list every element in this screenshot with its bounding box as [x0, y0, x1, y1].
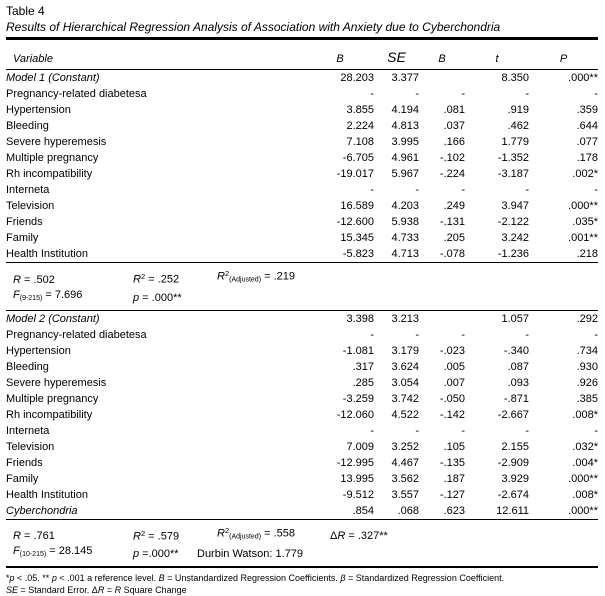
row-label: Friends: [6, 455, 306, 471]
cell-beta: -.127: [419, 487, 465, 503]
table-row: [6, 455, 598, 471]
cell-b: -12.600: [306, 214, 374, 230]
cell-b: -: [306, 423, 374, 439]
cell-se: 4.713: [374, 246, 419, 263]
summary-stat: ΔR = .327**: [330, 529, 388, 544]
cell-p: -: [529, 423, 598, 439]
row-label: Pregnancy-related diabetesa: [6, 327, 306, 343]
header-row: [6, 41, 598, 70]
cell-t: -1.236: [465, 246, 529, 263]
cell-p: .000**: [529, 471, 598, 487]
model2-summary-row: [6, 519, 598, 567]
cell-t: -.871: [465, 391, 529, 407]
row-label: Friends: [6, 214, 306, 230]
footnote: [6, 573, 598, 596]
cell-se: 3.562: [374, 471, 419, 487]
cell-beta: -.135: [419, 455, 465, 471]
summary-stat: Durbin Watson: 1.779: [197, 547, 303, 562]
model1-rows: [6, 70, 598, 263]
cell-beta: -.023: [419, 343, 465, 359]
cell-b: -12.995: [306, 455, 374, 471]
cell-beta: -.224: [419, 166, 465, 182]
col-header-p: P: [529, 41, 598, 70]
cell-t: 2.155: [465, 439, 529, 455]
cell-se: -: [374, 182, 419, 198]
cell-se: -: [374, 423, 419, 439]
model1-summary-row: [6, 263, 598, 311]
cell-p: .032*: [529, 439, 598, 455]
cell-b: -: [306, 86, 374, 102]
row-label: Rh incompatibility: [6, 407, 306, 423]
cell-beta: .105: [419, 439, 465, 455]
row-label: Cyberchondria: [6, 503, 306, 520]
footnote-line1: *p < .05. ** p < .001 a reference level. B = Unstandardized Regression Coefficients. β = Standardized Regression Coefficient.: [6, 573, 598, 585]
cell-beta: [419, 70, 465, 87]
cell-t: 1.057: [465, 310, 529, 327]
row-label: Bleeding: [6, 359, 306, 375]
cell-se: -: [374, 327, 419, 343]
table-row: [6, 375, 598, 391]
cell-p: .000**: [529, 70, 598, 87]
model2-summary-line1: [6, 523, 598, 545]
cell-se: 4.961: [374, 150, 419, 166]
cell-beta: .037: [419, 118, 465, 134]
row-label: Model 1 (Constant): [6, 70, 306, 87]
table-header: [6, 41, 598, 70]
table-row: [6, 423, 598, 439]
cell-se: 5.938: [374, 214, 419, 230]
row-label: Health Institution: [6, 246, 306, 263]
cell-p: .178: [529, 150, 598, 166]
cell-beta: .187: [419, 471, 465, 487]
model2-rows: [6, 310, 598, 519]
cell-p: .734: [529, 343, 598, 359]
table-row: [6, 439, 598, 455]
summary-stat: R = .761: [13, 529, 133, 544]
cell-se: 3.252: [374, 439, 419, 455]
cell-p: .008*: [529, 487, 598, 503]
cell-beta: .081: [419, 102, 465, 118]
row-label: Family: [6, 230, 306, 246]
cell-b: -9.512: [306, 487, 374, 503]
col-header-se: SE: [374, 41, 419, 70]
table-row: [6, 487, 598, 503]
col-header-t: t: [465, 41, 529, 70]
table-row: [6, 150, 598, 166]
cell-beta: -.142: [419, 407, 465, 423]
cell-beta: .007: [419, 375, 465, 391]
cell-se: 4.522: [374, 407, 419, 423]
model1-summary: [6, 263, 598, 311]
cell-p: .000**: [529, 503, 598, 520]
cell-beta: [419, 310, 465, 327]
cell-se: 3.179: [374, 343, 419, 359]
cell-se: 5.967: [374, 166, 419, 182]
table-row: [6, 327, 598, 343]
cell-p: .077: [529, 134, 598, 150]
cell-p: .926: [529, 375, 598, 391]
cell-p: .008*: [529, 407, 598, 423]
cell-se: -: [374, 86, 419, 102]
table-row: [6, 503, 598, 520]
cell-p: .644: [529, 118, 598, 134]
cell-b: -1.081: [306, 343, 374, 359]
regression-table: [6, 41, 598, 568]
cell-b: 7.009: [306, 439, 374, 455]
cell-se: .068: [374, 503, 419, 520]
table-row: [6, 391, 598, 407]
cell-p: .035*: [529, 214, 598, 230]
cell-b: -5.823: [306, 246, 374, 263]
col-header-b: B: [306, 41, 374, 70]
cell-t: 3.947: [465, 198, 529, 214]
summary-stat: p =.000**: [133, 547, 197, 562]
cell-beta: -.078: [419, 246, 465, 263]
row-label: Severe hyperemesis: [6, 375, 306, 391]
cell-p: .001**: [529, 230, 598, 246]
cell-t: .919: [465, 102, 529, 118]
cell-se: 3.377: [374, 70, 419, 87]
cell-t: 8.350: [465, 70, 529, 87]
cell-t: -2.909: [465, 455, 529, 471]
cell-beta: -: [419, 86, 465, 102]
cell-beta: -: [419, 423, 465, 439]
cell-b: .854: [306, 503, 374, 520]
cell-t: 3.929: [465, 471, 529, 487]
row-label: Television: [6, 439, 306, 455]
cell-b: 13.995: [306, 471, 374, 487]
cell-se: 3.624: [374, 359, 419, 375]
cell-b: .317: [306, 359, 374, 375]
table-row: [6, 182, 598, 198]
cell-p: .385: [529, 391, 598, 407]
cell-se: 3.742: [374, 391, 419, 407]
summary-stat: R = .502: [13, 273, 133, 288]
summary-stat: $R^2 = .579$: [133, 526, 217, 545]
cell-b: 16.589: [306, 198, 374, 214]
table-row: [6, 310, 598, 327]
table-row: [6, 102, 598, 118]
summary-stat: $F_{(9-215)} = 7.696$: [13, 288, 133, 306]
row-label: Hypertension: [6, 343, 306, 359]
cell-beta: -.131: [419, 214, 465, 230]
table-row: [6, 359, 598, 375]
cell-b: -3.259: [306, 391, 374, 407]
table-row: [6, 198, 598, 214]
cell-b: -12.060: [306, 407, 374, 423]
cell-beta: .249: [419, 198, 465, 214]
cell-t: .093: [465, 375, 529, 391]
cell-b: 15.345: [306, 230, 374, 246]
cell-b: -19.017: [306, 166, 374, 182]
cell-se: 3.995: [374, 134, 419, 150]
row-label: Hypertension: [6, 102, 306, 118]
cell-t: 12.611: [465, 503, 529, 520]
summary-stat: p = .000**: [133, 291, 217, 306]
table-row: [6, 118, 598, 134]
summary-stat: $F_{(10-215)} = 28.145$: [13, 544, 133, 562]
title-rule: [6, 37, 598, 40]
summary-stat: $R^2_{(Adjusted)} = .219$: [217, 266, 330, 288]
table-row: [6, 70, 598, 87]
cell-p: .002*: [529, 166, 598, 182]
cell-b: -6.705: [306, 150, 374, 166]
cell-p: .218: [529, 246, 598, 263]
table-row: [6, 86, 598, 102]
row-label: Multiple pregnancy: [6, 391, 306, 407]
model2-summary-cell: [6, 519, 598, 567]
table-row: [6, 166, 598, 182]
table-caption-label: Table 4: [6, 4, 598, 19]
table-row: [6, 246, 598, 263]
cell-t: 3.242: [465, 230, 529, 246]
table-row: [6, 134, 598, 150]
cell-p: .004*: [529, 455, 598, 471]
cell-se: 3.557: [374, 487, 419, 503]
row-label: Multiple pregnancy: [6, 150, 306, 166]
cell-t: -2.674: [465, 487, 529, 503]
cell-t: -1.352: [465, 150, 529, 166]
cell-p: -: [529, 182, 598, 198]
cell-t: -: [465, 182, 529, 198]
cell-p: .292: [529, 310, 598, 327]
cell-beta: -.050: [419, 391, 465, 407]
cell-beta: .623: [419, 503, 465, 520]
row-label: Health Institution: [6, 487, 306, 503]
cell-beta: -: [419, 327, 465, 343]
row-label: Severe hyperemesis: [6, 134, 306, 150]
row-label: Pregnancy-related diabetesa: [6, 86, 306, 102]
model2-summary: [6, 519, 598, 567]
row-label: Model 2 (Constant): [6, 310, 306, 327]
cell-se: 3.054: [374, 375, 419, 391]
cell-se: 4.203: [374, 198, 419, 214]
cell-se: 4.813: [374, 118, 419, 134]
cell-b: -: [306, 327, 374, 343]
model2-summary-line2: [6, 544, 598, 562]
cell-se: 4.467: [374, 455, 419, 471]
cell-b: -: [306, 182, 374, 198]
table-row: [6, 343, 598, 359]
model1-summary-cell: [6, 263, 598, 311]
footnote-line2: SE = Standard Error. ΔR = R Square Change: [6, 585, 598, 596]
cell-t: -2.667: [465, 407, 529, 423]
cell-t: -: [465, 86, 529, 102]
cell-t: .087: [465, 359, 529, 375]
table-row: [6, 407, 598, 423]
cell-se: 3.213: [374, 310, 419, 327]
cell-se: 4.194: [374, 102, 419, 118]
cell-p: .359: [529, 102, 598, 118]
table-row: [6, 214, 598, 230]
cell-t: -: [465, 327, 529, 343]
cell-t: 1.779: [465, 134, 529, 150]
row-label: Bleeding: [6, 118, 306, 134]
cell-beta: -: [419, 182, 465, 198]
table-row: [6, 230, 598, 246]
table-title: Results of Hierarchical Regression Analysis of Association with Anxiety due to Cyberchondria: [6, 19, 598, 35]
cell-b: 2.224: [306, 118, 374, 134]
cell-b: .285: [306, 375, 374, 391]
summary-stat: $R^2 = .252$: [133, 269, 217, 288]
model1-summary-line1: [6, 266, 598, 288]
col-header-variable: Variable: [6, 41, 306, 70]
cell-p: .930: [529, 359, 598, 375]
cell-p: .000**: [529, 198, 598, 214]
cell-t: -.340: [465, 343, 529, 359]
cell-b: 3.855: [306, 102, 374, 118]
row-label: Interneta: [6, 182, 306, 198]
row-label: Family: [6, 471, 306, 487]
cell-beta: .166: [419, 134, 465, 150]
summary-stat: $R^2_{(Adjusted)} = .558$: [217, 523, 330, 545]
cell-beta: -.102: [419, 150, 465, 166]
cell-t: -: [465, 423, 529, 439]
table-row: [6, 471, 598, 487]
cell-b: 28.203: [306, 70, 374, 87]
cell-beta: .205: [419, 230, 465, 246]
cell-t: .462: [465, 118, 529, 134]
row-label: Television: [6, 198, 306, 214]
model1-summary-line2: [6, 288, 598, 306]
col-header-beta: B: [419, 41, 465, 70]
cell-p: -: [529, 86, 598, 102]
cell-t: -2.122: [465, 214, 529, 230]
cell-se: 4.733: [374, 230, 419, 246]
row-label: Interneta: [6, 423, 306, 439]
cell-t: -3.187: [465, 166, 529, 182]
cell-b: 7.108: [306, 134, 374, 150]
row-label: Rh incompatibility: [6, 166, 306, 182]
cell-b: 3.398: [306, 310, 374, 327]
cell-beta: .005: [419, 359, 465, 375]
cell-p: -: [529, 327, 598, 343]
